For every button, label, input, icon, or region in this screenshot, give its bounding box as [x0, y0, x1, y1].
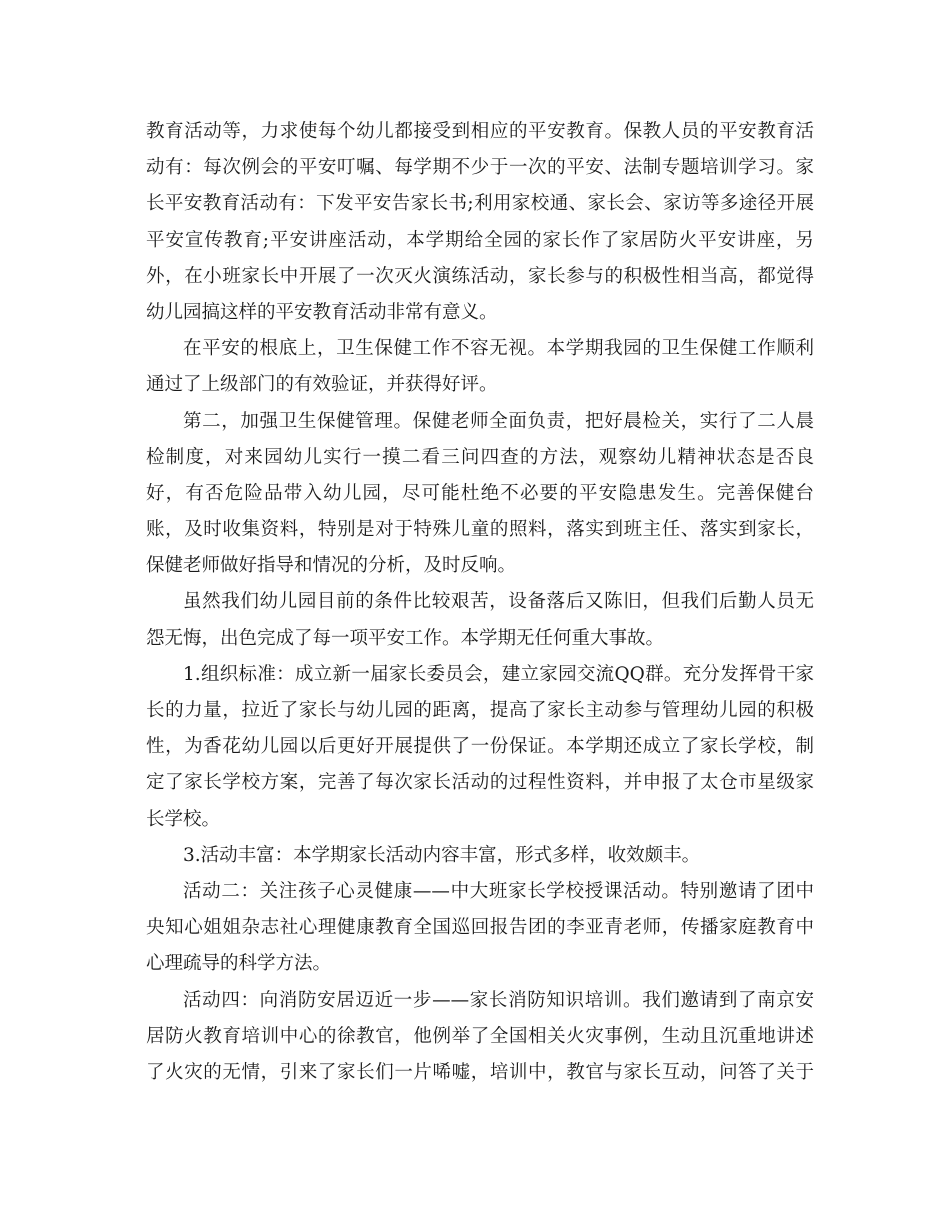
text-line: 检制度，对来园幼儿实行一摸二看三问四查的方法，观察幼儿精神状态是否良 — [146, 446, 814, 468]
paragraph-rich-activities — [146, 838, 814, 874]
paragraph-health-care-management — [146, 404, 814, 585]
text-line: 在平安的根底上，卫生保健工作不容无视。本学期我园的卫生保健工作顺利 — [183, 338, 814, 360]
document-body — [146, 114, 814, 1091]
text-line: 长的力量，拉近了家长与幼儿园的距离，提高了家长主动参与管理幼儿园的积极 — [146, 700, 814, 721]
text-line: 长学校。 — [146, 808, 221, 830]
paragraph-logistics — [146, 584, 814, 656]
text-line: 第二，加强卫生保健管理。保健老师全面负责，把好晨检关，实行了二人晨 — [183, 410, 814, 432]
text-line: 居防火教育培训中心的徐教官，他例举了全国相关火灾事例，生动且沉重地讲述 — [146, 1025, 814, 1047]
text-line: 了火灾的无情，引来了家长们一片唏嘘，培训中，教官与家长互动，问答了关于 — [146, 1061, 814, 1083]
text-line: 动有：每次例会的平安叮嘱、每学期不少于一次的平安、法制专题培训学习。家 — [146, 157, 814, 179]
text-line: 性，为香花幼儿园以后更好开展提供了一份保证。本学期还成立了家长学校，制 — [146, 736, 814, 758]
text-line: 活动四：向消防安居迈近一步——家长消防知识培训。我们邀请到了南京安 — [183, 989, 814, 1011]
text-line: 好，有否危险品带入幼儿园，尽可能杜绝不必要的平安隐患发生。完善保健台 — [146, 482, 814, 504]
paragraph-activity-four — [146, 983, 814, 1092]
text-line: 教育活动等，力求使每个幼儿都接受到相应的平安教育。保教人员的平安教育活 — [146, 121, 814, 142]
text-line: 保健老师做好指导和情况的分析，及时反响。 — [146, 555, 517, 577]
paragraph-health-care-intro — [146, 331, 814, 403]
paragraph-organization-standard — [146, 657, 814, 838]
text-line: 心理疏导的科学方法。 — [146, 953, 332, 975]
paragraph-activity-two — [146, 874, 814, 983]
text-line: 3.活动丰富：本学期家长活动内容丰富，形式多样，收效颇丰。 — [183, 844, 701, 866]
text-line: 1.组织标准：成立新一届家长委员会，建立家园交流QQ群。充分发挥骨干家 — [183, 663, 814, 685]
text-line: 怨无悔，出色完成了每一项平安工作。本学期无任何重大事故。 — [146, 627, 665, 649]
text-line: 外，在小班家长中开展了一次灭火演练活动，家长参与的积极性相当高，都觉得 — [146, 265, 814, 287]
paragraph-safety-education — [146, 114, 814, 331]
text-line: 长平安教育活动有：下发平安告家长书;利用家校通、家长会、家访等多途径开展 — [146, 193, 814, 215]
text-line: 通过了上级部门的有效验证，并获得好评。 — [146, 374, 498, 396]
text-line: 央知心姐姐杂志社心理健康教育全国巡回报告团的李亚青老师，传播家庭教育中 — [146, 917, 814, 939]
text-line: 平安宣传教育;平安讲座活动，本学期给全园的家长作了家居防火平安讲座，另 — [146, 229, 814, 251]
text-line: 账，及时收集资料，特别是对于特殊儿童的照料，落实到班主任、落实到家长， — [146, 519, 814, 541]
text-line: 虽然我们幼儿园目前的条件比较艰苦，设备落后又陈旧，但我们后勤人员无 — [183, 591, 814, 613]
text-line: 定了家长学校方案，完善了每次家长活动的过程性资料，并申报了太仓市星级家 — [146, 772, 814, 794]
text-line: 幼儿园搞这样的平安教育活动非常有意义。 — [146, 301, 498, 323]
text-line: 活动二：关注孩子心灵健康——中大班家长学校授课活动。特别邀请了团中 — [183, 880, 814, 902]
